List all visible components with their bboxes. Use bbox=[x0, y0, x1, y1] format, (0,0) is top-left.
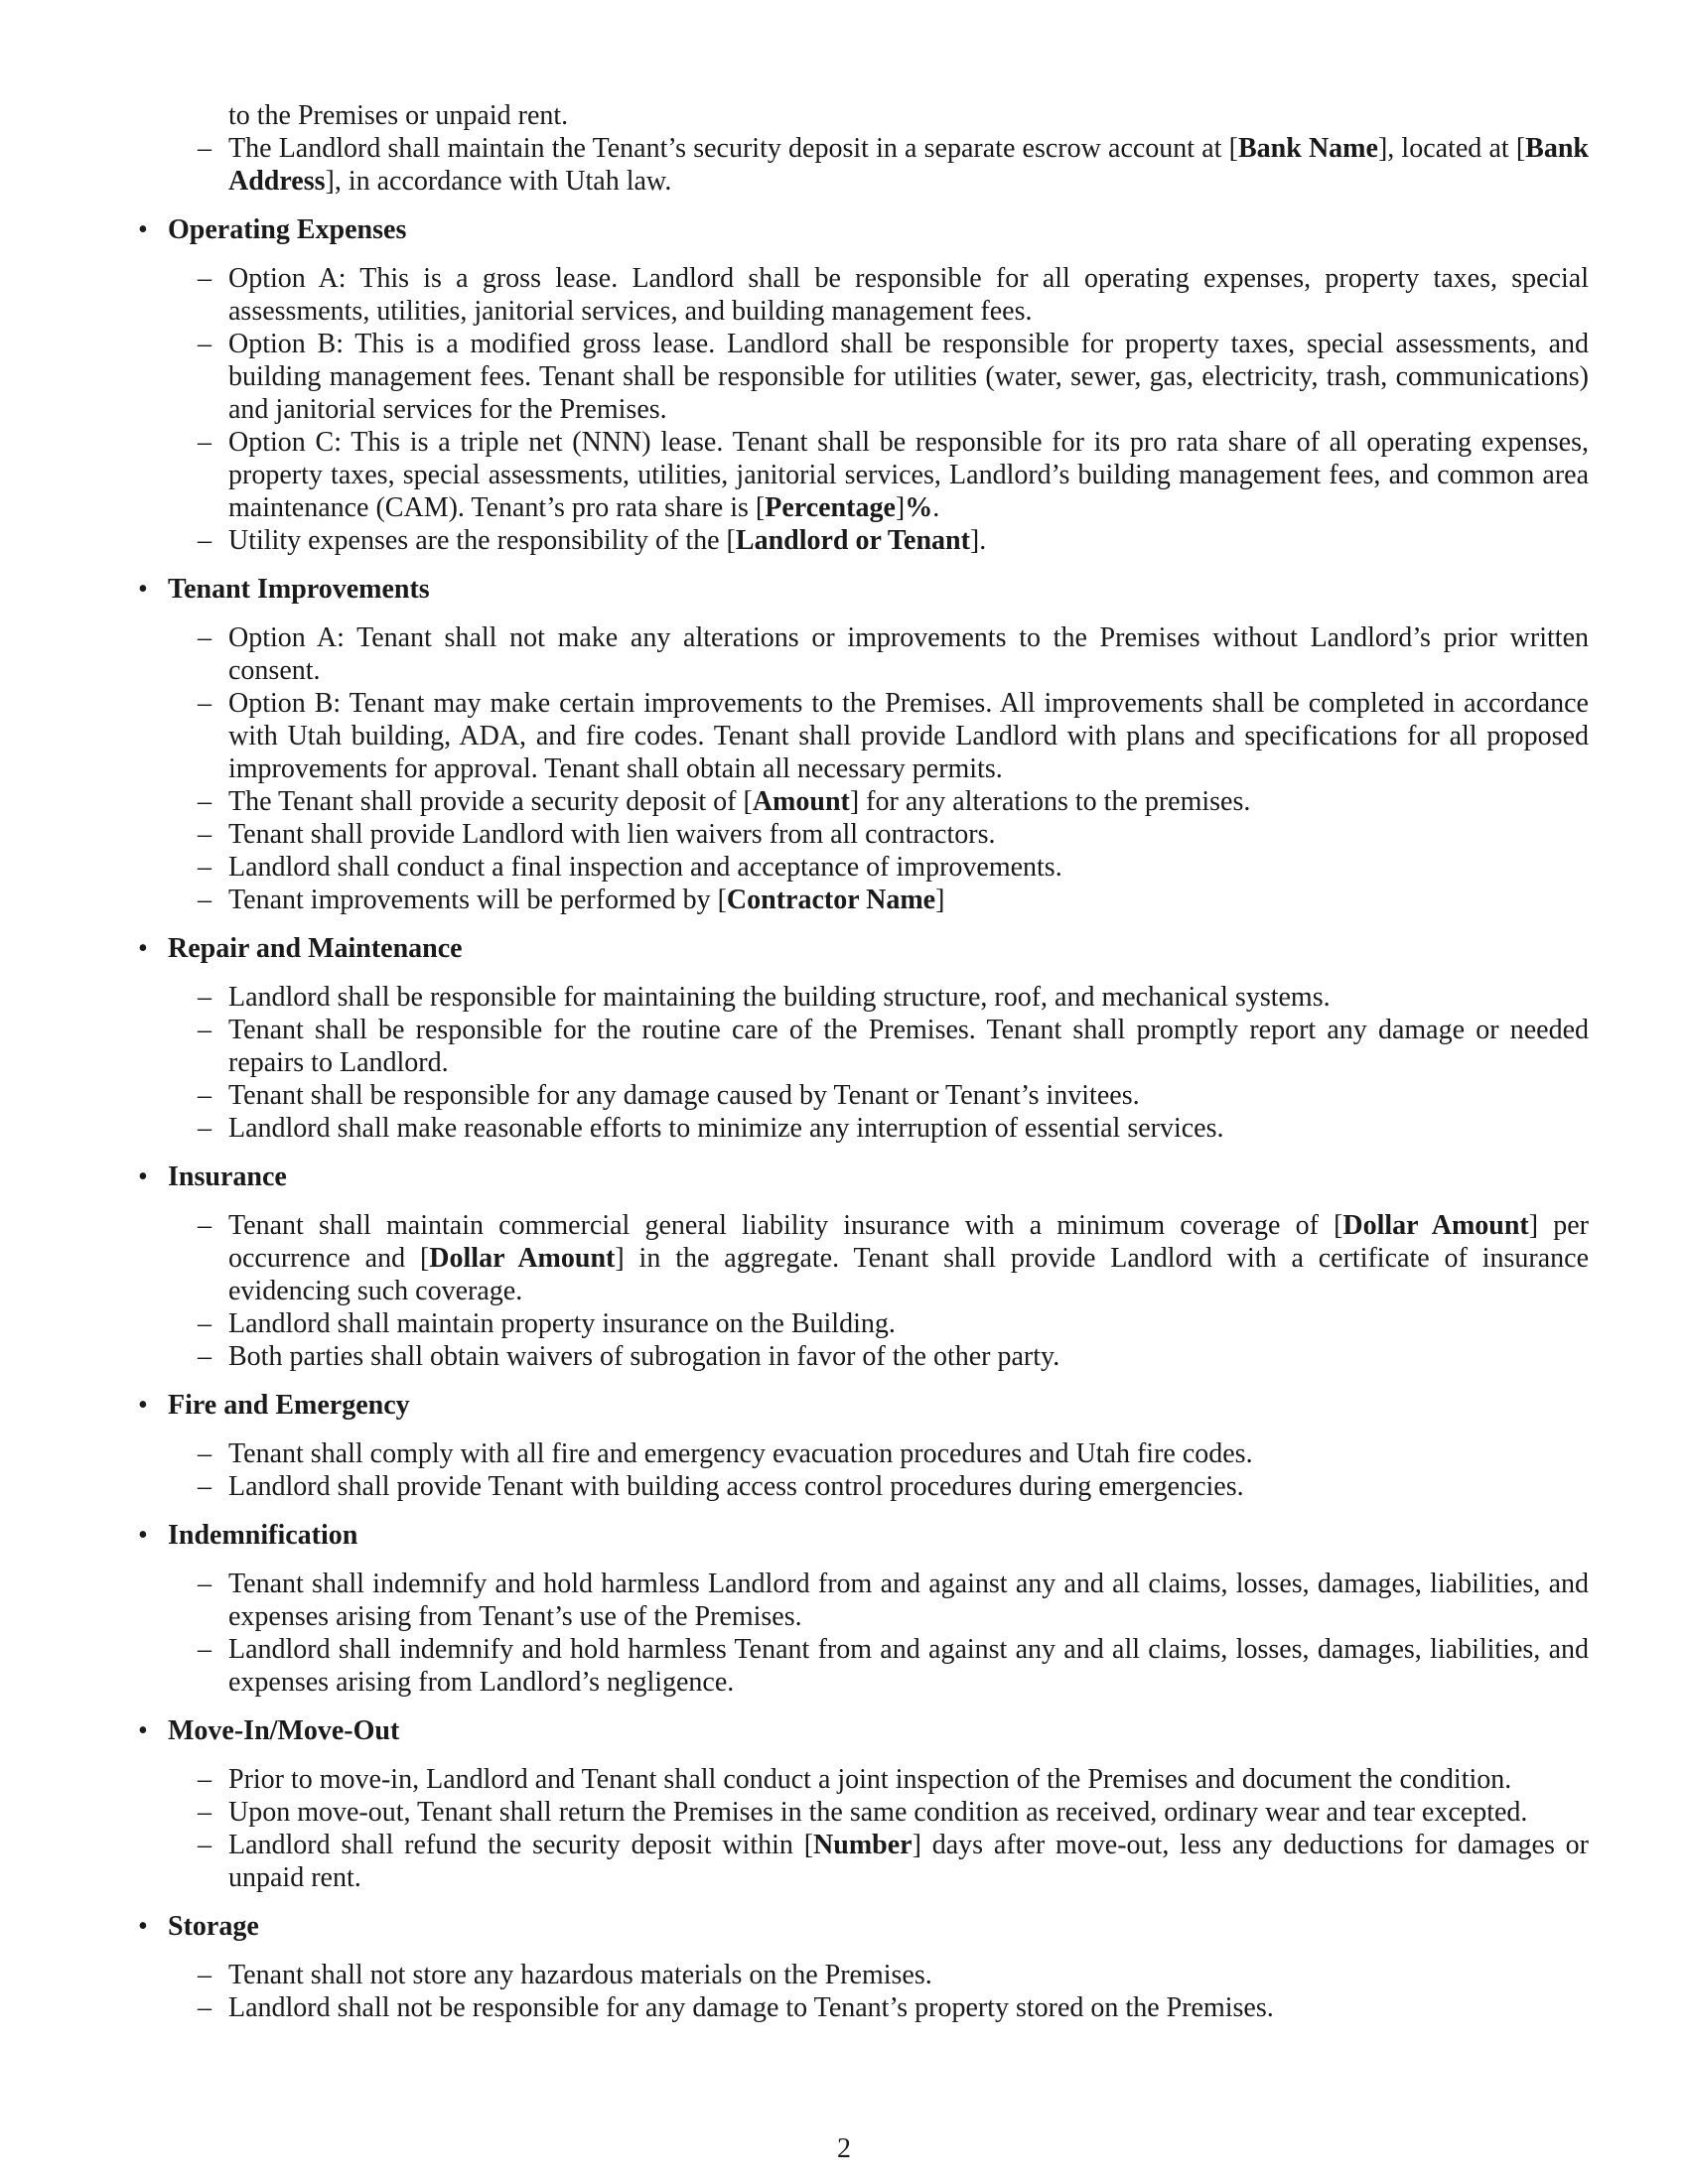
section-title bbox=[138, 1389, 1589, 1422]
sub-list bbox=[167, 262, 1589, 557]
list-item-text: Option C: This is a triple net (NNN) lease. Tenant shall be responsible for its pro rata share of all operating expenses, property taxes, special assessments, utilities, janitorial services, Landlord’s building management fees, and common area maintenance (CAM). Tenant’s pro rata share is [Percentage]%. bbox=[228, 427, 1589, 523]
list-item-text: The Tenant shall provide a security deposit of [Amount] for any alterations to the premises. bbox=[228, 786, 1251, 817]
dash-marker: – bbox=[198, 786, 211, 817]
section bbox=[138, 573, 1589, 916]
list-item-text: to the Premises or unpaid rent. bbox=[228, 100, 569, 131]
sub-list bbox=[167, 1763, 1589, 1894]
list-item-text: Tenant shall indemnify and hold harmless Landlord from and against any and all claims, losses, damages, liabilities, and expenses arising from Tenant’s use of the Premises. bbox=[228, 1569, 1589, 1632]
continued-list bbox=[167, 99, 1589, 198]
section-title-text: Repair and Maintenance bbox=[168, 933, 463, 964]
list-item bbox=[167, 1437, 1589, 1470]
bullet-marker: • bbox=[138, 1715, 148, 1746]
dash-marker: – bbox=[198, 622, 211, 653]
sub-list bbox=[167, 981, 1589, 1145]
list-item bbox=[167, 621, 1589, 687]
list-item-text: Landlord shall maintain property insurance on the Building. bbox=[228, 1308, 896, 1339]
section-title-text: Insurance bbox=[168, 1161, 287, 1192]
sub-list bbox=[167, 621, 1589, 916]
placeholder-field: Bank Name bbox=[1237, 133, 1378, 164]
dash-marker: – bbox=[198, 1210, 211, 1241]
list-item bbox=[167, 524, 1589, 557]
list-item-text: Tenant shall maintain commercial general liability insurance with a minimum coverage of [Dollar Amount] per occurrence and [Dollar Amount] in the aggregate. Tenant shall provide Landlord with a certificate of insurance evidencing such coverage. bbox=[228, 1210, 1590, 1306]
list-item bbox=[167, 981, 1589, 1014]
section-title bbox=[138, 1910, 1589, 1943]
dash-marker: – bbox=[198, 1015, 211, 1045]
list-item bbox=[167, 1829, 1589, 1894]
list-item-text: Landlord shall be responsible for maintaining the building structure, roof, and mechanical systems. bbox=[228, 982, 1331, 1013]
page-number: 2 bbox=[837, 2133, 851, 2164]
section-title-text: Move-In/Move-Out bbox=[168, 1715, 400, 1746]
placeholder-field: Dollar Amount bbox=[429, 1243, 616, 1274]
dash-marker: – bbox=[198, 1438, 211, 1469]
bullet-marker: • bbox=[138, 933, 148, 964]
list-item bbox=[167, 262, 1589, 328]
list-item-text: Option B: Tenant may make certain improvements to the Premises. All improvements shall be completed in accordance with Utah building, ADA, and fire codes. Tenant shall provide Landlord with plans and specifications for all proposed improvements for approval. Tenant shall obtain all necessary permits. bbox=[228, 688, 1589, 784]
section-title-text: Storage bbox=[168, 1911, 259, 1942]
section bbox=[138, 932, 1589, 1145]
document-body bbox=[138, 99, 1590, 2024]
list-item-text: Tenant improvements will be performed by [Contractor Name] bbox=[228, 885, 945, 915]
list-item bbox=[167, 1112, 1589, 1145]
section bbox=[138, 1160, 1590, 1373]
section-title bbox=[138, 1160, 1589, 1193]
dash-marker: – bbox=[198, 1113, 211, 1144]
list-item bbox=[167, 1633, 1589, 1699]
document-page bbox=[138, 0, 1590, 2184]
list-item-text: Option A: This is a gross lease. Landlord shall be responsible for all operating expenses, property taxes, special assessments, utilities, janitorial services, and building management fees. bbox=[228, 263, 1589, 327]
list-item-text: Landlord shall make reasonable efforts to minimize any interruption of essential services. bbox=[228, 1113, 1224, 1144]
placeholder-field: Number bbox=[813, 1830, 913, 1860]
list-item-text: Landlord shall provide Tenant with building access control procedures during emergencies. bbox=[228, 1471, 1244, 1502]
list-item-text: Tenant shall not store any hazardous materials on the Premises. bbox=[228, 1960, 932, 1990]
dash-marker: – bbox=[198, 982, 211, 1013]
list-item bbox=[167, 687, 1589, 785]
list-item-text: Tenant shall be responsible for any damage caused by Tenant or Tenant’s invitees. bbox=[228, 1080, 1140, 1111]
placeholder-field: Contractor Name bbox=[726, 885, 936, 915]
list-item bbox=[167, 1014, 1589, 1079]
list-item-text: Prior to move-in, Landlord and Tenant shall conduct a joint inspection of the Premises and document the condition. bbox=[228, 1764, 1512, 1795]
list-item-text: Upon move-out, Tenant shall return the Premises in the same condition as received, ordinary wear and tear excepted. bbox=[228, 1797, 1528, 1828]
list-item-text: Landlord shall indemnify and hold harmless Tenant from and against any and all claims, losses, damages, liabilities, and expenses arising from Landlord’s negligence. bbox=[228, 1634, 1589, 1698]
bullet-marker: • bbox=[138, 1390, 148, 1421]
dash-marker: – bbox=[198, 819, 211, 850]
section bbox=[138, 1910, 1589, 2024]
sub-list bbox=[167, 1959, 1589, 2024]
list-item bbox=[167, 818, 1589, 851]
section-title bbox=[138, 1519, 1589, 1552]
dash-marker: – bbox=[198, 1992, 211, 2023]
dash-marker: – bbox=[198, 688, 211, 719]
dash-marker: – bbox=[198, 525, 211, 556]
bullet-marker: • bbox=[138, 1911, 148, 1942]
list-item bbox=[167, 1568, 1589, 1633]
dash-marker: – bbox=[198, 852, 211, 883]
section-title-text: Tenant Improvements bbox=[168, 574, 430, 605]
list-item-text: Both parties shall obtain waivers of subrogation in favor of the other party. bbox=[228, 1341, 1060, 1372]
list-item bbox=[167, 99, 1589, 132]
dash-marker: – bbox=[198, 1797, 211, 1828]
dash-marker: – bbox=[198, 1569, 211, 1599]
list-item bbox=[167, 132, 1589, 198]
dash-marker: – bbox=[198, 427, 211, 458]
section-title bbox=[138, 213, 1589, 246]
list-item bbox=[167, 884, 1589, 916]
list-item bbox=[167, 426, 1589, 524]
list-item-text: Landlord shall conduct a final inspection and acceptance of improvements. bbox=[228, 852, 1062, 883]
list-item bbox=[167, 1340, 1589, 1373]
list-item bbox=[167, 1796, 1589, 1829]
dash-marker: – bbox=[198, 329, 211, 359]
bullet-marker: • bbox=[138, 214, 148, 245]
sub-list bbox=[167, 1209, 1589, 1373]
section bbox=[138, 1714, 1590, 1894]
list-item-text: Landlord shall not be responsible for any damage to Tenant’s property stored on the Premises. bbox=[228, 1992, 1274, 2023]
list-item-text: Option A: Tenant shall not make any alterations or improvements to the Premises without Landlord’s prior written consent. bbox=[228, 622, 1589, 686]
dash-marker: – bbox=[198, 1634, 211, 1665]
list-item bbox=[167, 785, 1589, 818]
placeholder-field: Dollar Amount bbox=[1342, 1210, 1529, 1241]
dash-marker: – bbox=[198, 885, 211, 915]
list-item bbox=[167, 1307, 1589, 1340]
section-title bbox=[138, 932, 1589, 965]
list-item-text: Tenant shall be responsible for the routine care of the Premises. Tenant shall promptly report any damage or needed repairs to Landlord. bbox=[228, 1015, 1589, 1078]
list-item-text: The Landlord shall maintain the Tenant’s security deposit in a separate escrow account at [Bank Name], located at [Bank Address], in accordance with Utah law. bbox=[228, 133, 1589, 197]
section-title-text: Indemnification bbox=[168, 1520, 358, 1551]
list-item bbox=[167, 851, 1589, 884]
list-item bbox=[167, 328, 1589, 426]
section-title-text: Operating Expenses bbox=[168, 214, 407, 245]
placeholder-field: Amount bbox=[752, 786, 850, 817]
list-item bbox=[167, 1959, 1589, 1991]
bullet-marker: • bbox=[138, 1161, 148, 1192]
dash-marker: – bbox=[198, 1308, 211, 1339]
bullet-marker: • bbox=[138, 1520, 148, 1551]
list-item-text: Tenant shall provide Landlord with lien waivers from all contractors. bbox=[228, 819, 996, 850]
list-item-text: Landlord shall refund the security deposit within [Number] days after move-out, less any deductions for damages or unpaid rent. bbox=[228, 1830, 1590, 1893]
dash-marker: – bbox=[198, 1471, 211, 1502]
list-item bbox=[167, 1763, 1589, 1796]
dash-marker: – bbox=[198, 1341, 211, 1372]
placeholder-field: Landlord or Tenant bbox=[735, 525, 970, 556]
section-title bbox=[138, 573, 1589, 606]
placeholder-field: Percentage bbox=[765, 492, 896, 523]
section bbox=[138, 213, 1589, 557]
list-item-text: Tenant shall comply with all fire and emergency evacuation procedures and Utah fire codes. bbox=[228, 1438, 1253, 1469]
placeholder-field: % bbox=[905, 492, 933, 523]
list-item bbox=[167, 1991, 1589, 2024]
dash-marker: – bbox=[198, 263, 211, 294]
dash-marker: – bbox=[198, 1764, 211, 1795]
list-item bbox=[167, 1470, 1589, 1503]
dash-marker: – bbox=[198, 1830, 211, 1860]
section-title-text: Fire and Emergency bbox=[168, 1390, 410, 1421]
section bbox=[138, 1519, 1589, 1699]
list-item bbox=[167, 1079, 1589, 1112]
list-item-text: Option B: This is a modified gross lease. Landlord shall be responsible for property taxes, special assessments, and building management fees. Tenant shall be responsible for utilities (water, sewer, gas, electricity, trash, communications) and janitorial services for the Premises. bbox=[228, 329, 1589, 425]
list-item-text: Utility expenses are the responsibility of the [Landlord or Tenant]. bbox=[228, 525, 987, 556]
dash-marker: – bbox=[198, 1960, 211, 1990]
sub-list bbox=[167, 1437, 1589, 1503]
dash-marker: – bbox=[198, 133, 211, 164]
list-item bbox=[167, 1209, 1589, 1307]
bullet-marker: • bbox=[138, 574, 148, 605]
section-title bbox=[138, 1714, 1589, 1747]
section bbox=[138, 1389, 1589, 1503]
sub-list bbox=[167, 1568, 1589, 1699]
dash-marker: – bbox=[198, 1080, 211, 1111]
placeholder-field: Bank Address bbox=[228, 133, 1589, 197]
